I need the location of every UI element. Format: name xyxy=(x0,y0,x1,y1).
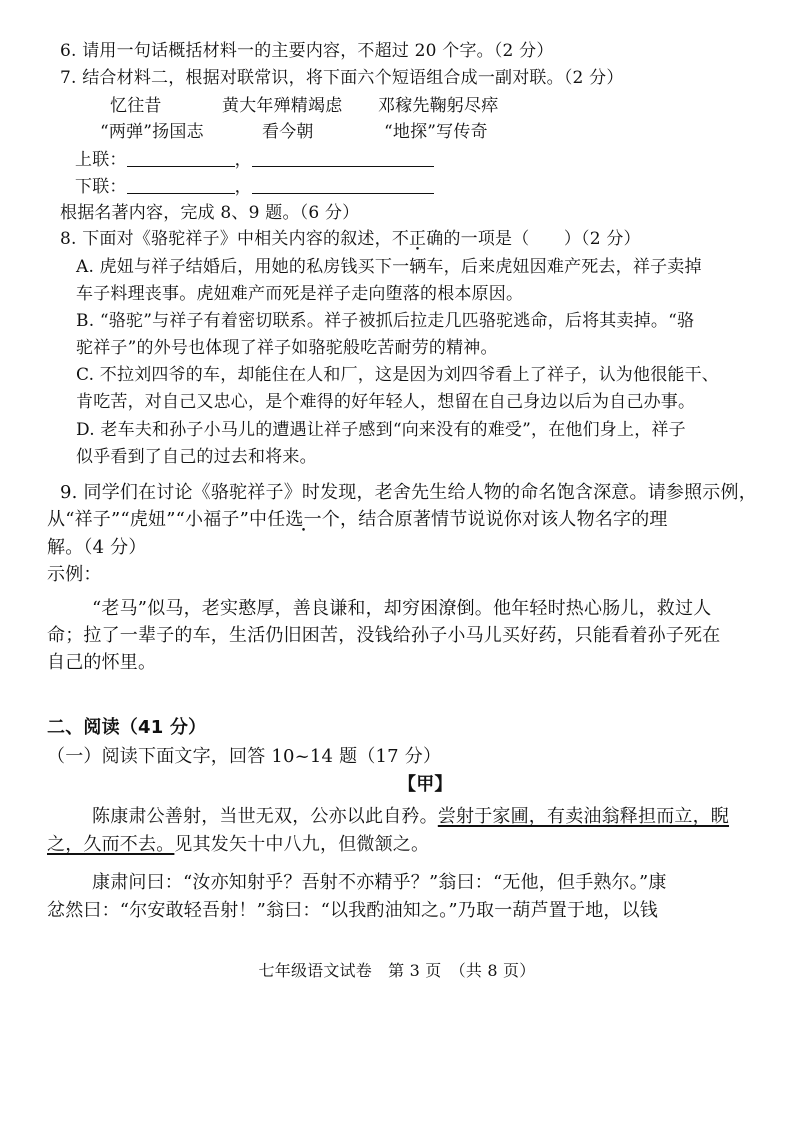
q8-text-post: 的一项是（ ）（2 分） xyxy=(443,229,641,249)
option-d-line-1: D. 老车夫和孙子小马儿的遭遇让祥子感到“向来没有的难受”，在他们身上，祥子 xyxy=(76,420,686,440)
lower-couplet-line xyxy=(75,176,434,198)
option-b-line-1: B. “骆驼”与祥子有着密切联系。祥子被抓后拉走几匹骆驼逃命，后将其卖掉。“骆 xyxy=(76,311,695,331)
example-line-2: 命；拉了一辈子的车，生活仍旧困苦，没钱给孙子小马儿买好药，只能看着孙子死在 xyxy=(47,625,721,646)
question-9-line-2 xyxy=(47,509,668,531)
lower-couplet-label: 下联： xyxy=(75,177,127,197)
phrase-6: “地探”写传奇 xyxy=(384,122,488,142)
phrase-5: 看今朝 xyxy=(262,122,314,142)
question-6: 6. 请用一句话概括材料一的主要内容，不超过 20 个字。（2 分） xyxy=(60,41,554,61)
passage-jia-label: 【甲】 xyxy=(398,774,453,795)
page-footer: 七年级语文试卷 第 3 页 （共 8 页） xyxy=(258,961,536,980)
option-a-line-2: 车子料理丧事。虎妞难产而死是祥子走向堕落的根本原因。 xyxy=(76,284,524,304)
option-c-line-1: C. 不拉刘四爷的车，却能住在人和厂，这是因为刘四爷看上了祥子，认为他很能干、 xyxy=(76,365,720,385)
q9-text-c: ，结合原著情节说说你对该人物名字的理 xyxy=(340,509,668,530)
upper-blank-2[interactable] xyxy=(252,150,434,167)
option-d-line-2: 似乎看到了自己的过去和将来。 xyxy=(76,447,317,467)
upper-blank-1[interactable] xyxy=(127,150,235,167)
question-8 xyxy=(60,228,641,250)
phrase-2: 黄大年殚精竭虑 xyxy=(222,96,343,116)
lower-comma: ， xyxy=(234,177,252,197)
option-b-line-2: 驼祥子”的外号也体现了祥子如骆驼般吃苦耐劳的精神。 xyxy=(76,338,498,358)
question-9-line-1: 9. 同学们在讨论《骆驼祥子》时发现，老舍先生给人物的命名饱含深意。请参照示例， xyxy=(60,482,757,503)
lower-blank-2[interactable] xyxy=(252,177,434,194)
subsection-1-heading: （一）阅读下面文字，回答 10~14 题（17 分） xyxy=(47,746,442,767)
passage-line-1-a: 陈康肃公善射，当世无双，公亦以此自矜。 xyxy=(92,806,438,827)
example-line-1: “老马”似马，老实憨厚，善良谦和，却穷困潦倒。他年轻时热心肠儿，救过人 xyxy=(92,598,712,619)
question-7: 7. 结合材料二，根据对联常识，将下面六个短语组合成一副对联。（2 分） xyxy=(60,68,624,88)
passage-line-4: 忿然曰：“尔安敢轻吾射！”翁曰：“以我酌油知之。”乃取一葫芦置于地，以钱 xyxy=(47,900,659,921)
upper-couplet-line xyxy=(75,149,434,171)
passage-line-1 xyxy=(92,806,729,828)
q8-text-pre: 8. 下面对《骆驼祥子》中相关内容的叙述， xyxy=(60,229,392,249)
passage-underlined-2: 之，久而不去。 xyxy=(47,834,175,855)
question-9-line-3: 解。（4 分） xyxy=(47,537,147,558)
phrase-1: 忆往昔 xyxy=(110,96,162,116)
q9-text-a: 从“祥子”“虎妞”“小福子”中 xyxy=(47,509,268,530)
example-line-3: 自己的怀里。 xyxy=(47,652,157,673)
phrase-4: “两弹”扬国志 xyxy=(100,122,204,142)
option-a-line-1: A. 虎妞与祥子结婚后，用她的私房钱买下一辆车，后来虎妞因难产死去，祥子卖掉 xyxy=(76,257,702,277)
passage-underlined-1: 尝射于家圃，有卖油翁释担而立，睨 xyxy=(437,806,730,827)
passage-line-2 xyxy=(47,834,429,856)
passage-line-3: 康肃问曰：“汝亦知射乎？吾射不亦精乎？”翁曰：“无他，但手熟尔。”康 xyxy=(92,872,667,893)
upper-couplet-label: 上联： xyxy=(75,150,127,170)
upper-comma: ， xyxy=(234,150,252,170)
option-c-line-2: 肯吃苦，对自己又忠心，是个难得的好年轻人，想留在自己身边以后为自己办事。 xyxy=(76,392,696,412)
example-label: 示例： xyxy=(47,564,102,585)
q9-emphasis: 任选一个 xyxy=(267,509,341,530)
phrase-3: 邓稼先鞠躬尽瘁 xyxy=(378,96,499,116)
mingzhu-intro: 根据名著内容，完成 8、9 题。（6 分） xyxy=(60,203,360,223)
section-2-heading: 二、阅读（41 分） xyxy=(47,717,207,738)
passage-line-2-b: 见其发矢十中八九，但微颔之。 xyxy=(174,834,430,855)
q8-emphasis: 不正确 xyxy=(391,229,444,249)
lower-blank-1[interactable] xyxy=(127,177,235,194)
